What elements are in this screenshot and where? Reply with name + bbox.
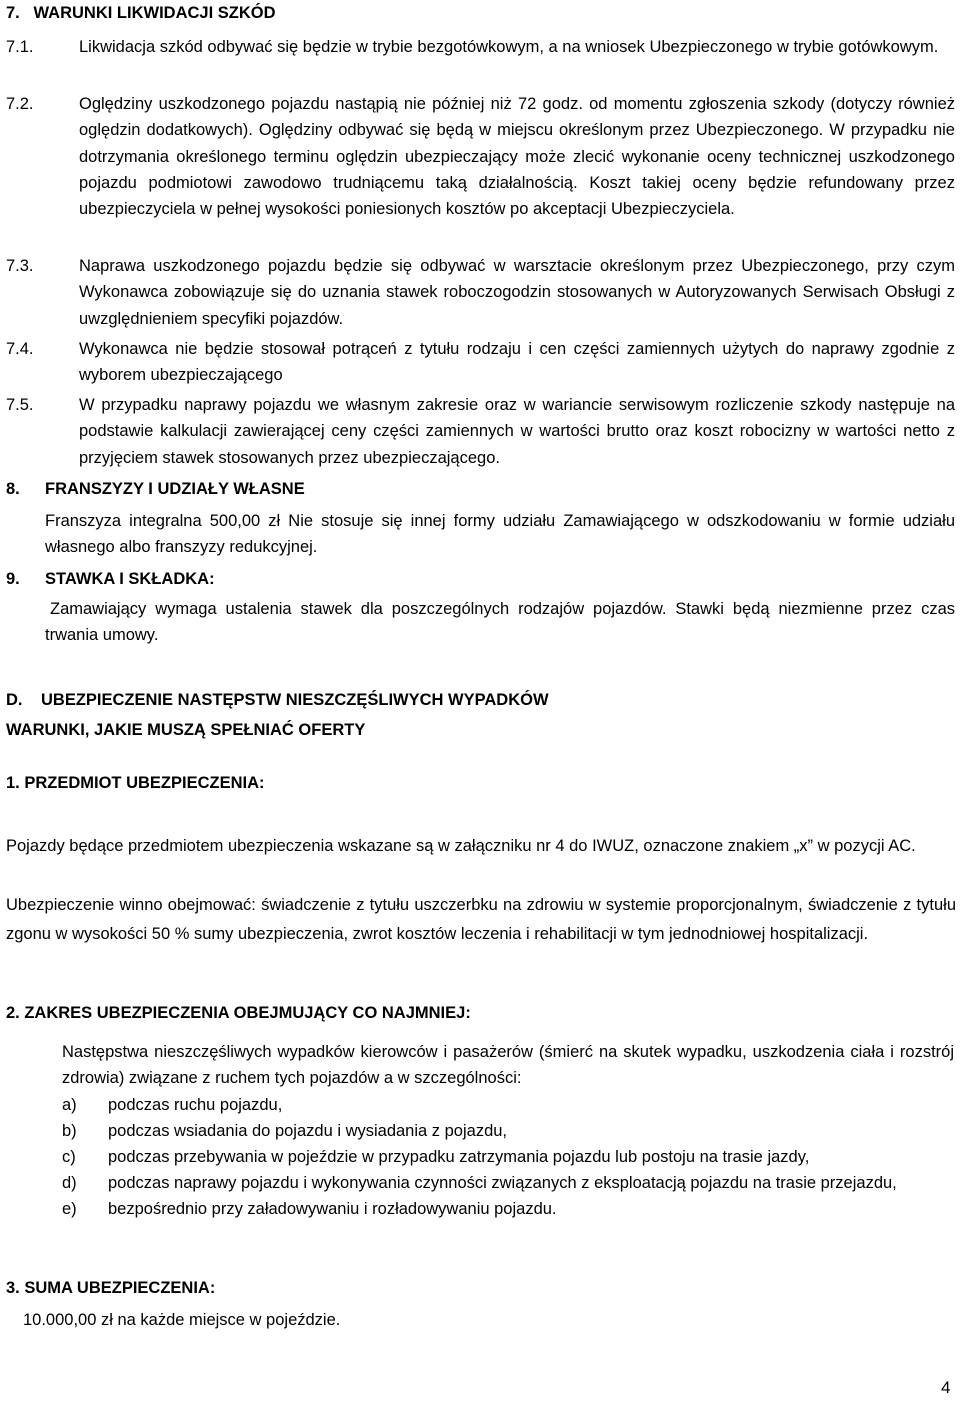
list-item-text: podczas naprawy pojazdu i wykonywania czynności związanych z eksploatacją pojazdu na trasie przejazdu, <box>108 1174 897 1192</box>
item-7-1-number: 7.1. <box>6 38 34 56</box>
list-item-label: d) <box>62 1174 77 1192</box>
list-item <box>62 1196 954 1222</box>
d2-title: 2. ZAKRES UBEZPIECZENIA OBEJMUJĄCY CO NAJMNIEJ: <box>6 1004 471 1022</box>
section-9-number: 9. <box>6 570 20 588</box>
d2-intro: Następstwa nieszczęśliwych wypadków kierowców i pasażerów (śmierć na skutek wypadku, uszkodzenia ciała i rozstrój zdrowia) związane z ruchem tych pojazdów a w szczególności: <box>62 1043 954 1088</box>
section-8-title: FRANSZYZY I UDZIAŁY WŁASNE <box>45 480 305 498</box>
list-item-label: a) <box>62 1096 77 1114</box>
list-item-text: bezpośrednio przy załadowywaniu i rozładowywaniu pojazdu. <box>108 1200 557 1219</box>
section-9-text: Zamawiający wymaga ustalenia stawek dla poszczególnych rodzajów pojazdów. Stawki będą niezmienne przez czas trwania umowy. <box>45 600 955 645</box>
list-item-label: c) <box>62 1148 76 1166</box>
list-item <box>62 1144 954 1170</box>
d1-title: 1. PRZEDMIOT UBEZPIECZENIA: <box>6 774 265 792</box>
section-8-text: Franszyza integralna 500,00 zł Nie stosuje się innej formy udziału Zamawiającego w odszkodowaniu w formie udziału własnego albo franszyzy redukcyjnej. <box>45 512 955 557</box>
section-d-subtitle: WARUNKI, JAKIE MUSZĄ SPEŁNIAĆ OFERTY <box>6 721 366 739</box>
d1-text-1: Pojazdy będące przedmiotem ubezpieczenia wskazane są w załączniku nr 4 do IWUZ, oznaczone znakiem „x” w pozycji AC. <box>6 837 916 855</box>
list-item <box>62 1092 954 1118</box>
section-d-title: UBEZPIECZENIE NASTĘPSTW NIESZCZĘŚLIWYCH WYPADKÓW <box>41 691 549 709</box>
section-8-number: 8. <box>6 480 20 498</box>
item-7-5-number: 7.5. <box>6 396 34 414</box>
d1-text-2: Ubezpieczenie winno obejmować: świadczenie z tytułu uszczerbku na zdrowiu w systemie proporcjonalnym, świadczenie z tytułu zgonu w wysokości 50 % sumy ubezpieczenia, zwrot kosztów leczenia i rehabilitacji w tym jednodniowej hospitalizacji. <box>6 896 956 943</box>
list-item-text: podczas wsiadania do pojazdu i wysiadania z pojazdu, <box>108 1122 508 1140</box>
list-item-label: e) <box>62 1200 77 1219</box>
d2-list <box>62 1092 954 1223</box>
item-7-3-number: 7.3. <box>6 257 34 275</box>
d3-title: 3. SUMA UBEZPIECZENIA: <box>6 1279 216 1297</box>
section-7-title: 7. WARUNKI LIKWIDACJI SZKÓD <box>6 4 276 22</box>
list-item-label: b) <box>62 1122 77 1140</box>
list-item <box>62 1170 954 1196</box>
section-9-title: STAWKA I SKŁADKA: <box>45 570 215 588</box>
item-7-3-text: Naprawa uszkodzonego pojazdu będzie się odbywać w warsztacie określonym przez Ubezpieczonego, przy czym Wykonawca zobowiązuje się do uznania stawek roboczogodzin stosowanych w Autoryzowanych Serwisach Obsługi z uwzględnieniem specyfiki pojazdów. <box>79 257 955 328</box>
list-item-text: podczas ruchu pojazdu, <box>108 1096 283 1114</box>
section-d-letter: D. <box>6 691 23 709</box>
section-7-heading <box>6 4 276 23</box>
item-7-4-text: Wykonawca nie będzie stosował potrąceń z tytułu rodzaju i cen części zamiennych użytych do naprawy zgodnie z wyborem ubezpieczającego <box>79 340 955 385</box>
item-7-5-text: W przypadku naprawy pojazdu we własnym zakresie oraz w wariancie serwisowym rozliczenie szkody następuje na podstawie kalkulacji zawierającej ceny części zamiennych w wartości brutto oraz koszt robocizny w wartości netto z przyjęciem stawek stosowanych przez ubezpieczającego. <box>79 396 955 467</box>
d3-text: 10.000,00 zł na każde miejsce w pojeździe. <box>23 1311 341 1329</box>
item-7-4-number: 7.4. <box>6 340 34 358</box>
item-7-2-number: 7.2. <box>6 95 34 113</box>
list-item <box>62 1118 954 1144</box>
item-7-2-text: Oględziny uszkodzonego pojazdu nastąpią nie później niż 72 godz. od momentu zgłoszenia szkody (dotyczy również oględzin dodatkowych). Oględziny odbywać się będą w miejscu określonym przez Ubezpieczonego. W przypadku nie dotrzymania określonego terminu oględzin ubezpieczający może zlecić wykonanie oceny technicznej uszkodzonego pojazdu podmiotowi zawodowo trudniącemu taką działalnością. Koszt takiej oceny będzie refundowany przez ubezpieczyciela w pełnej wysokości poniesionych kosztów po akceptacji Ubezpieczyciela. <box>79 95 955 219</box>
list-item-text: podczas przebywania w pojeździe w przypadku zatrzymania pojazdu lub postoju na trasie jazdy, <box>108 1148 810 1166</box>
page-number: 4 <box>941 1378 951 1397</box>
item-7-1-text: Likwidacja szkód odbywać się będzie w trybie bezgotówkowym, a na wniosek Ubezpieczonego w trybie gotówkowym. <box>79 38 939 56</box>
